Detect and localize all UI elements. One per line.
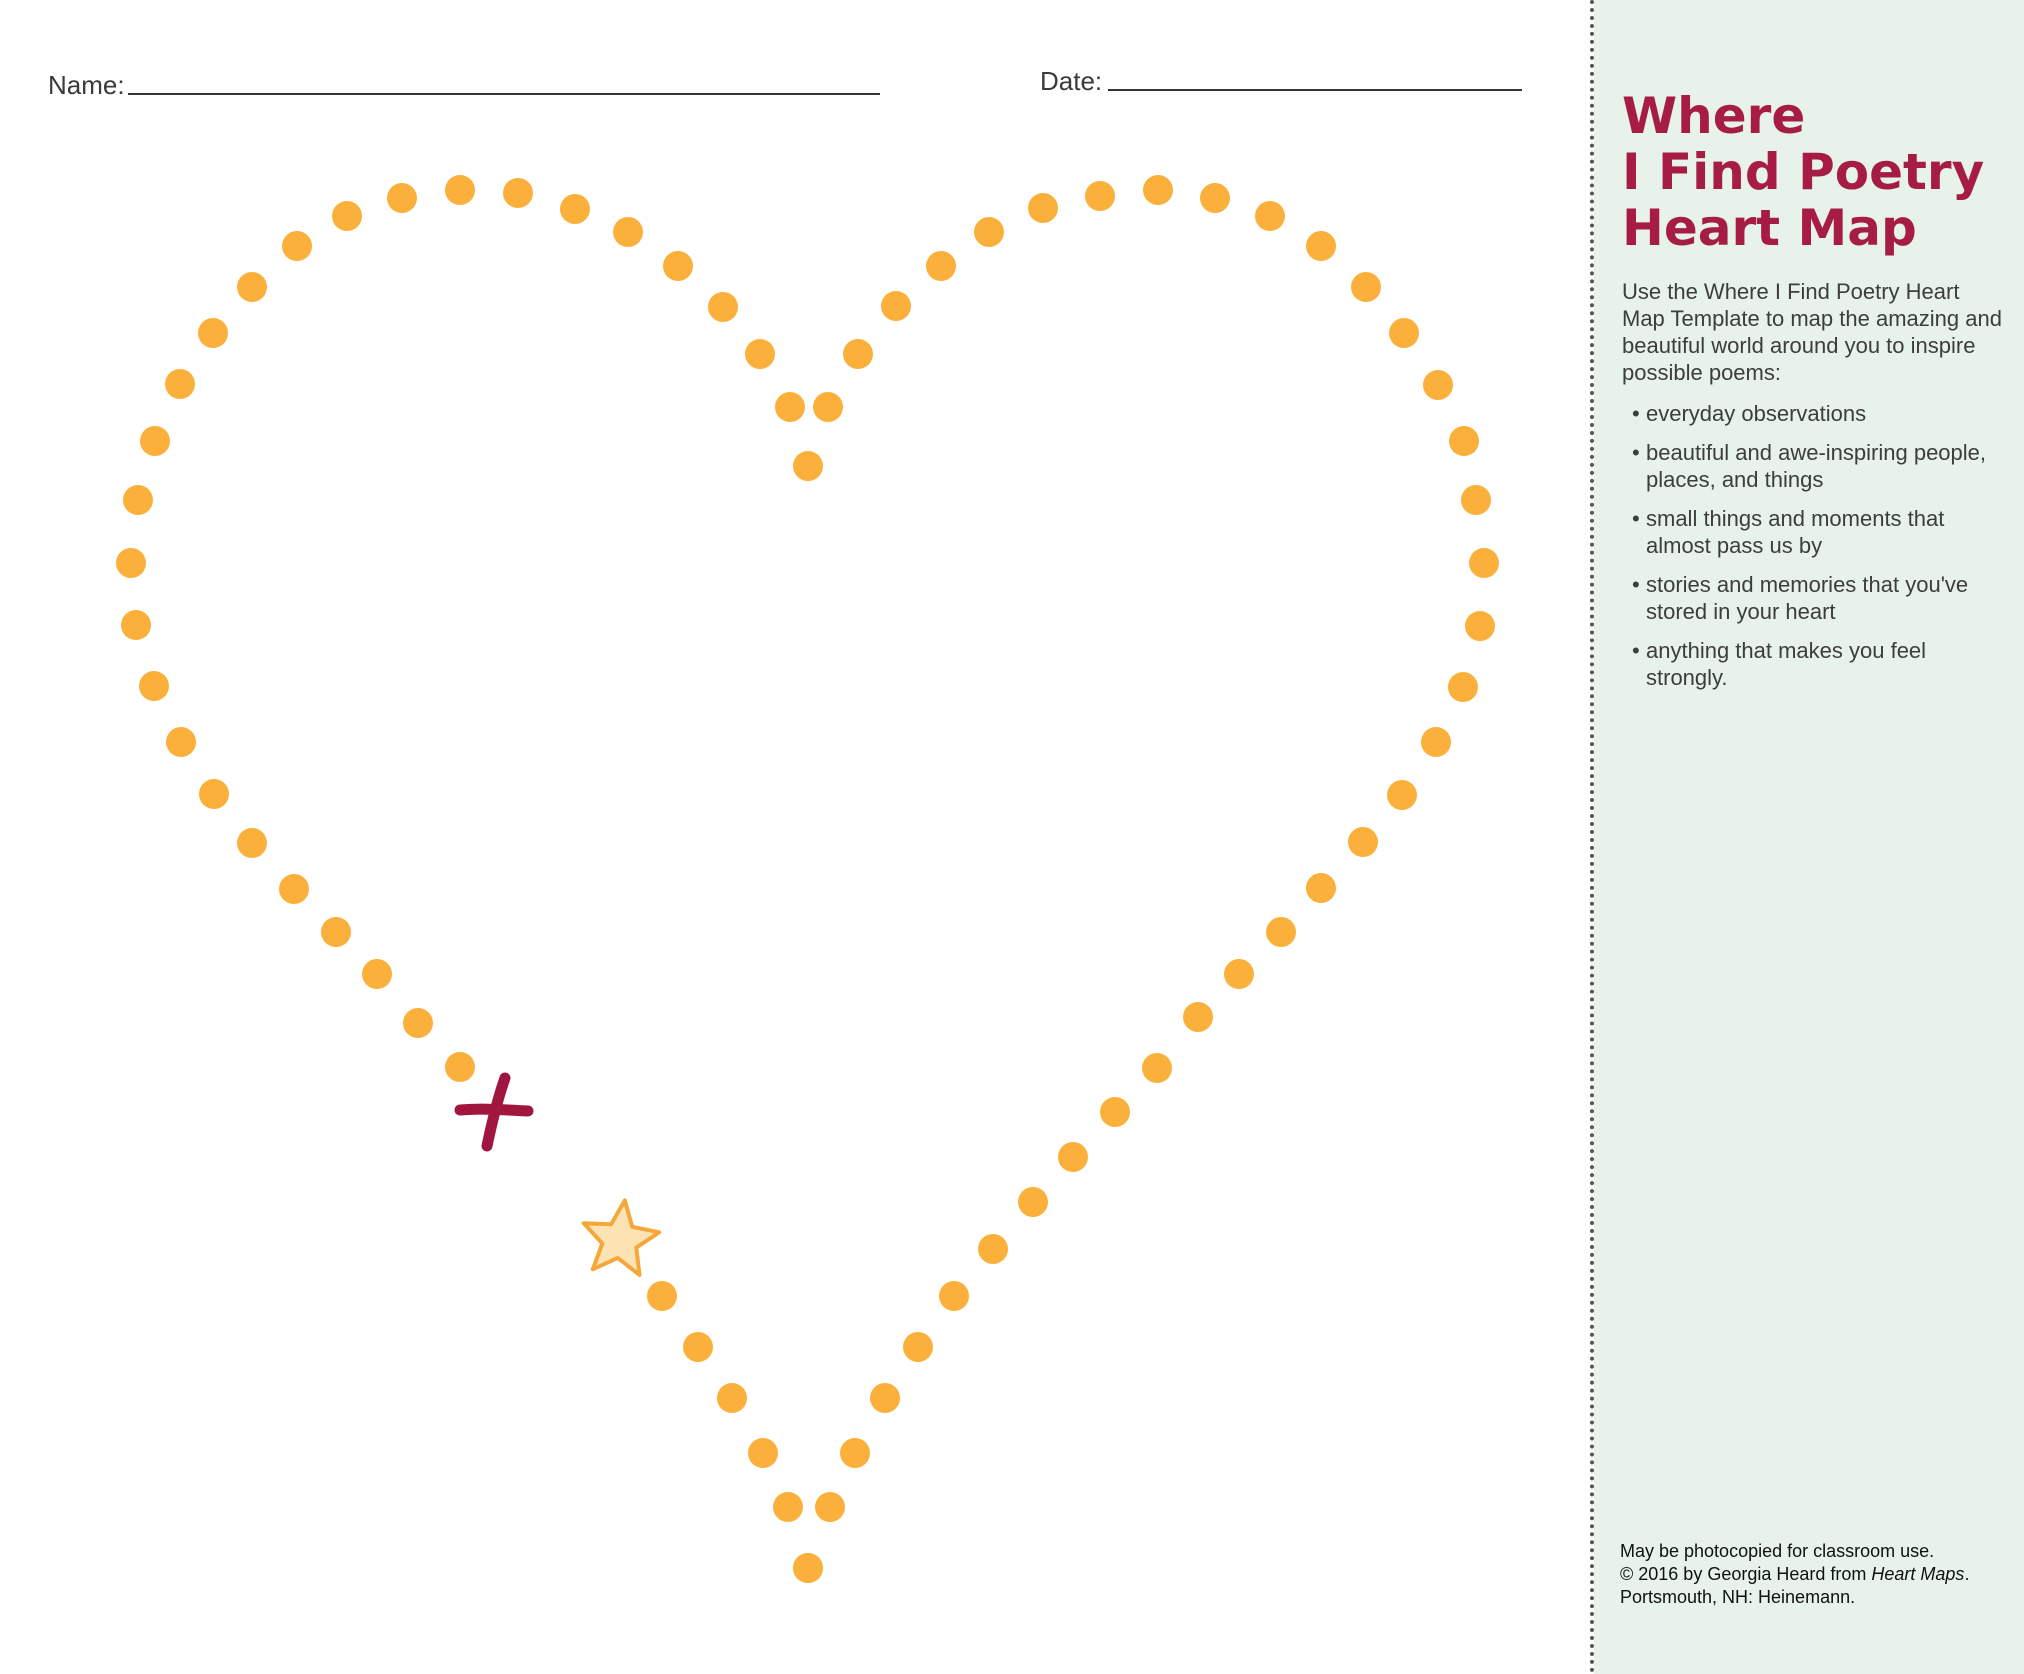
list-item-text: everyday observations <box>1646 401 1867 426</box>
heart-dot <box>116 548 146 578</box>
heart-dot <box>1266 917 1296 947</box>
heart-dot <box>121 610 151 640</box>
heart-dot <box>445 1052 475 1082</box>
heart-dot <box>1224 959 1254 989</box>
heart-dot <box>1387 780 1417 810</box>
heart-dots <box>116 175 1499 1583</box>
idea-list <box>1632 400 2007 703</box>
star-icon <box>584 1200 660 1275</box>
heart-dot <box>775 392 805 422</box>
heart-dot <box>560 194 590 224</box>
heart-dot <box>1028 193 1058 223</box>
heart-dot <box>1461 485 1491 515</box>
heart-dot <box>1200 183 1230 213</box>
heart-dot <box>1421 727 1451 757</box>
heart-dot <box>840 1438 870 1468</box>
heart-dot <box>387 183 417 213</box>
heart-dot <box>708 292 738 322</box>
heart-dot <box>332 201 362 231</box>
list-item <box>1632 439 2007 493</box>
heart-dot <box>362 959 392 989</box>
heart-dot <box>748 1438 778 1468</box>
bullet-icon: • <box>1632 440 1640 465</box>
heart-dot <box>843 339 873 369</box>
book-title: Heart Maps <box>1871 1564 1965 1584</box>
heart-dot <box>881 291 911 321</box>
heart-dot <box>445 175 475 205</box>
list-item-text: beautiful and awe-inspiring people, places, and things <box>1646 440 1987 492</box>
heart-dot <box>939 1281 969 1311</box>
footer-line-2-end: . <box>1964 1564 1970 1584</box>
heart-dot <box>1449 426 1479 456</box>
heart-dot <box>123 485 153 515</box>
bullet-icon: • <box>1632 572 1640 597</box>
heart-dot <box>279 874 309 904</box>
footer-line-3: Portsmouth, NH: Heinemann. <box>1620 1587 1856 1607</box>
heart-dot <box>1018 1187 1048 1217</box>
heart-dot <box>1448 672 1478 702</box>
footer-line-2-text: © 2016 by Georgia Heard from <box>1620 1564 1872 1584</box>
heart-dot <box>282 231 312 261</box>
heart-dot <box>1306 873 1336 903</box>
heart-dot <box>1142 1053 1172 1083</box>
heart-dot <box>613 217 643 247</box>
heart-dot <box>1085 181 1115 211</box>
heart-dot <box>1465 611 1495 641</box>
heart-dot <box>1255 201 1285 231</box>
heart-dot <box>974 217 1004 247</box>
heart-dot <box>165 369 195 399</box>
heart-dot <box>870 1383 900 1413</box>
list-item <box>1632 637 2007 691</box>
list-item-text: anything that makes you feel strongly. <box>1646 638 1927 690</box>
intro-text: Use the Where I Find Poetry Heart Map Template to map the amazing and beautiful world around you to inspire possible poems: <box>1622 279 2002 385</box>
title-line-2: I Find Poetry <box>1622 143 1985 201</box>
heart-dot <box>1348 827 1378 857</box>
heart-dot <box>683 1332 713 1362</box>
heart-dot <box>773 1492 803 1522</box>
heart-dot <box>237 272 267 302</box>
name-label: Name: <box>48 70 125 100</box>
heart-dot <box>1469 548 1499 578</box>
sidebar-title <box>1622 88 2012 256</box>
title-line-1: Where <box>1622 87 1806 145</box>
title-line-3: Heart Map <box>1622 199 1917 257</box>
list-item <box>1632 505 2007 559</box>
copyright-footer <box>1620 1540 2015 1609</box>
heart-dot <box>1183 1002 1213 1032</box>
heart-dot <box>647 1281 677 1311</box>
heart-dot <box>1306 231 1336 261</box>
heart-dot <box>503 178 533 208</box>
heart-dot <box>663 251 693 281</box>
heart-dot <box>978 1234 1008 1264</box>
heart-dot <box>1100 1097 1130 1127</box>
date-label: Date: <box>1040 66 1103 96</box>
heart-dot <box>1058 1142 1088 1172</box>
list-item-text: stories and memories that you've stored in your heart <box>1646 572 1969 624</box>
heart-dot <box>166 727 196 757</box>
heart-dot <box>793 451 823 481</box>
heart-dot <box>199 779 229 809</box>
heart-dot <box>198 318 228 348</box>
heart-dot <box>1351 272 1381 302</box>
heart-dot <box>745 339 775 369</box>
footer-line-1: May be photocopied for classroom use. <box>1620 1541 1935 1561</box>
heart-dot <box>903 1332 933 1362</box>
heart-dot <box>403 1008 433 1038</box>
heart-dot <box>815 1492 845 1522</box>
list-item <box>1632 571 2007 625</box>
footer-line-2 <box>1620 1563 2015 1586</box>
x-mark-icon <box>460 1078 528 1146</box>
heart-dot <box>793 1553 823 1583</box>
heart-dot <box>321 917 351 947</box>
heart-dot <box>1143 175 1173 205</box>
heart-dot <box>237 828 267 858</box>
list-item <box>1632 400 2007 427</box>
heart-dot <box>139 671 169 701</box>
bullet-icon: • <box>1632 638 1640 663</box>
heart-dot <box>1423 370 1453 400</box>
heart-dot <box>813 392 843 422</box>
heart-dot <box>140 426 170 456</box>
bullet-icon: • <box>1632 506 1640 531</box>
sidebar-panel <box>1594 0 2024 1674</box>
list-item-text: small things and moments that almost pass us by <box>1646 506 1945 558</box>
heart-dot <box>717 1383 747 1413</box>
heart-dot <box>1389 318 1419 348</box>
bullet-icon: • <box>1632 401 1640 426</box>
heart-dot <box>926 251 956 281</box>
